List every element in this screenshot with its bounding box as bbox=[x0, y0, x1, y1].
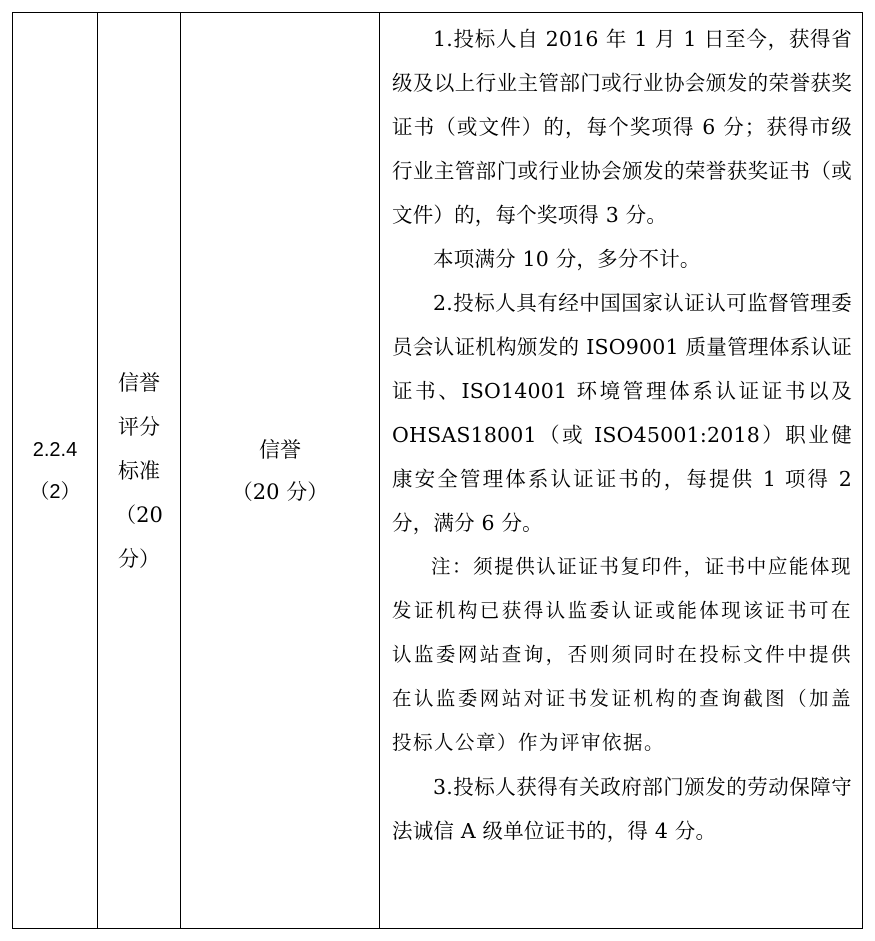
criterion-note: 注：须提供认证证书复印件，证书中应能体现发证机构已获得认监委认证或能体现该证书可在认监委网站查询，否则须同时在投标文件中提供在认监委网站对证书发证机构的查询截图（加盖投标人公章）作为评审依据。 bbox=[392, 555, 852, 754]
scoring-table-row bbox=[12, 12, 863, 929]
criterion-paragraph: 2.投标人具有经中国国家认证认可监督管理委员会认证机构颁发的 ISO9001 质量管理体系认证证书、ISO14001 环境管理体系认证证书以及 OHSAS18001（或 ISO45001:2018）职业健康安全管理体系认证证书的，每提供 1 项得 2 分，满分 6 分。 bbox=[392, 291, 852, 535]
category-text: （20 bbox=[115, 502, 163, 527]
category-text: 评分 bbox=[118, 414, 160, 439]
category-text: 分） bbox=[118, 546, 160, 571]
category-text: 信誉 bbox=[118, 370, 160, 395]
clause-subnumber: （2） bbox=[29, 480, 81, 503]
category-text: 标准 bbox=[118, 458, 160, 483]
criterion-paragraph: 3.投标人获得有关政府部门颁发的劳动保障守法诚信 A 级单位证书的，得 4 分。 bbox=[392, 775, 852, 843]
item-name: 信誉 bbox=[259, 437, 301, 462]
item-points: （20 分） bbox=[231, 479, 329, 504]
category-cell bbox=[98, 13, 180, 928]
criterion-paragraph: 本项满分 10 分，多分不计。 bbox=[433, 247, 701, 271]
item-cell bbox=[181, 13, 379, 928]
criterion-paragraph: 1.投标人自 2016 年 1 月 1 日至今，获得省级及以上行业主管部门或行业协会颁发的荣誉获奖证书（或文件）的，每个奖项得 6 分；获得市级行业主管部门或行业协会颁发的荣誉获奖证书（或文件）的，每个奖项得 3 分。 bbox=[392, 27, 852, 227]
clause-number-cell bbox=[13, 13, 97, 928]
clause-number: 2.2.4 bbox=[32, 438, 78, 461]
criteria-cell bbox=[380, 13, 862, 928]
